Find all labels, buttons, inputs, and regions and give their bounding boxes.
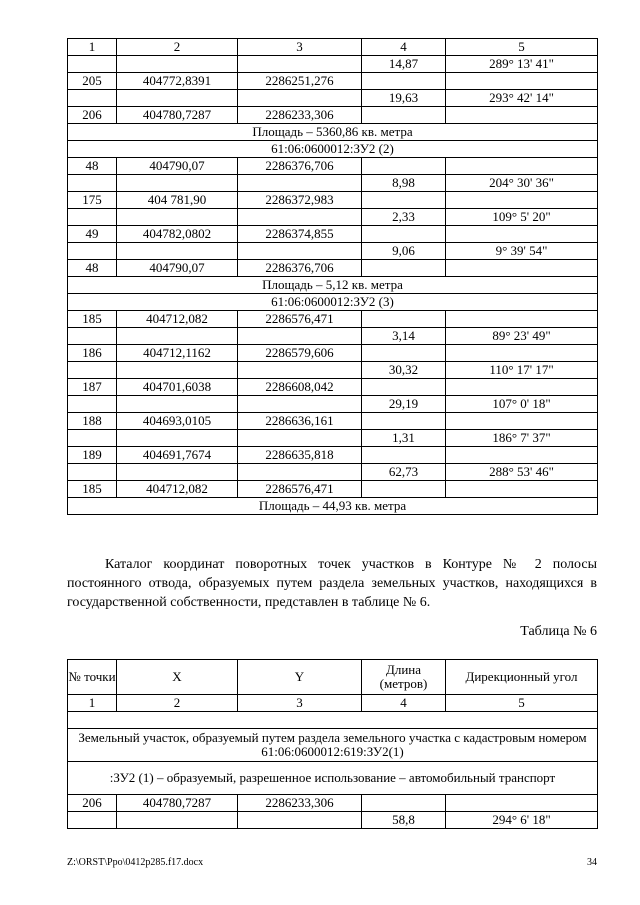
x-coordinate [117,90,238,107]
x-coordinate [117,243,238,260]
section-row [68,729,598,762]
point-number [68,328,117,345]
length-cell [362,795,446,812]
y-coordinate: 2286251,276 [238,73,362,90]
segment-row [68,209,598,226]
direction-angle: 186° 7' 37" [446,430,598,447]
section-label: :ЗУ2 (1) – образуемый, разрешенное использование – автомобильный транспорт [68,762,598,795]
y-coordinate: 2286374,855 [238,226,362,243]
point-number [68,396,117,413]
segment-row [68,328,598,345]
point-number: 187 [68,379,117,396]
y-coordinate [238,464,362,481]
column-number-row [68,39,598,56]
length-cell [362,379,446,396]
x-coordinate: 404691,7674 [117,447,238,464]
point-number [68,243,117,260]
length-cell [362,260,446,277]
segment-length: 62,73 [362,464,446,481]
length-cell [362,481,446,498]
y-coordinate [238,812,362,829]
footer-page-number: 34 [587,857,597,868]
y-coordinate: 2286635,818 [238,447,362,464]
point-row [68,795,598,812]
column-number: 5 [446,695,598,712]
x-coordinate: 404701,6038 [117,379,238,396]
x-coordinate: 404790,07 [117,158,238,175]
column-number: 4 [362,695,446,712]
y-coordinate: 2286233,306 [238,795,362,812]
length-header: Длина (метров) [362,660,446,695]
segment-row [68,243,598,260]
point-number: 205 [68,73,117,90]
x-coordinate: 404780,7287 [117,107,238,124]
x-coordinate [117,56,238,73]
angle-cell [446,311,598,328]
y-coordinate: 2286608,042 [238,379,362,396]
segment-length: 58,8 [362,812,446,829]
x-coordinate [117,430,238,447]
point-number: 175 [68,192,117,209]
y-coordinate: 2286376,706 [238,260,362,277]
column-number: 2 [117,695,238,712]
direction-angle: 289° 13' 41" [446,56,598,73]
direction-angle: 204° 30' 36" [446,175,598,192]
point-row [68,260,598,277]
direction-angle: 109° 5' 20" [446,209,598,226]
x-coordinate: 404790,07 [117,260,238,277]
point-number [68,90,117,107]
angle-cell [446,345,598,362]
segment-row [68,812,598,829]
column-number-row [68,695,598,712]
length-cell [362,311,446,328]
x-coordinate [117,175,238,192]
point-row [68,226,598,243]
point-row [68,107,598,124]
x-coordinate [117,209,238,226]
length-cell [362,345,446,362]
y-coordinate: 2286579,606 [238,345,362,362]
empty-row [68,712,598,729]
header-row [68,660,598,695]
catalog-paragraph: Каталог координат поворотных точек участков в Контуре № 2 полосы постоянного отвода, образуемых путем раздела земельных участков, находящихся в государственной собственности, представлен в таблице № 6. [67,557,597,610]
segment-row [68,175,598,192]
y-coordinate [238,209,362,226]
angle-cell [446,158,598,175]
angle-cell [446,192,598,209]
angle-cell [446,447,598,464]
x-coordinate [117,396,238,413]
y-coordinate [238,362,362,379]
point-number: 188 [68,413,117,430]
point-number [68,430,117,447]
point-number-header: № точки [68,660,117,695]
point-number: 49 [68,226,117,243]
point-row [68,311,598,328]
segment-length: 29,19 [362,396,446,413]
direction-angle: 9° 39' 54" [446,243,598,260]
angle-cell [446,795,598,812]
section-label: 61:06:0600012:ЗУ2 (3) [68,294,598,311]
x-coordinate: 404 781,90 [117,192,238,209]
length-cell [362,226,446,243]
angle-cell [446,226,598,243]
point-number [68,362,117,379]
point-row [68,447,598,464]
x-coordinate: 404782,0802 [117,226,238,243]
length-cell [362,73,446,90]
y-coordinate: 2286376,706 [238,158,362,175]
y-coordinate [238,396,362,413]
section-row [68,712,598,729]
column-number: 2 [117,39,238,56]
direction-angle: 293° 42' 14" [446,90,598,107]
point-number: 189 [68,447,117,464]
segment-length: 19,63 [362,90,446,107]
point-number: 48 [68,260,117,277]
segment-row [68,396,598,413]
y-coordinate: 2286636,161 [238,413,362,430]
segment-length: 14,87 [362,56,446,73]
x-coordinate: 404693,0105 [117,413,238,430]
coordinates-table-6 [67,659,598,829]
angle-cell [446,73,598,90]
segment-length: 9,06 [362,243,446,260]
column-number: 5 [446,39,598,56]
point-number: 48 [68,158,117,175]
segment-length: 2,33 [362,209,446,226]
coordinates-table-continued [67,38,598,515]
x-coordinate [117,362,238,379]
y-coordinate: 2286576,471 [238,481,362,498]
point-row [68,379,598,396]
column-number: 3 [238,39,362,56]
section-label: Площадь – 5360,86 кв. метра [68,124,598,141]
y-coordinate: 2286576,471 [238,311,362,328]
column-number: 4 [362,39,446,56]
point-row [68,158,598,175]
segment-row [68,464,598,481]
length-cell [362,107,446,124]
length-cell [362,447,446,464]
x-coordinate: 404780,7287 [117,795,238,812]
point-row [68,192,598,209]
point-row [68,481,598,498]
segment-row [68,90,598,107]
length-cell [362,158,446,175]
y-coordinate [238,328,362,345]
y-coordinate [238,90,362,107]
y-coordinate: 2286233,306 [238,107,362,124]
section-row [68,141,598,158]
direction-angle: 110° 17' 17" [446,362,598,379]
x-header: X [117,660,238,695]
y-coordinate [238,430,362,447]
column-number: 1 [68,39,117,56]
x-coordinate: 404712,082 [117,481,238,498]
y-coordinate [238,56,362,73]
point-row [68,345,598,362]
column-number: 3 [238,695,362,712]
segment-row [68,362,598,379]
section-row [68,498,598,515]
direction-angle: 107° 0' 18" [446,396,598,413]
table-caption: Таблица № 6 [520,624,597,639]
section-row [68,124,598,141]
angle-cell [446,413,598,430]
segment-row [68,56,598,73]
point-number [68,56,117,73]
angle-cell [446,481,598,498]
x-coordinate [117,812,238,829]
y-coordinate: 2286372,983 [238,192,362,209]
section-label: Площадь – 44,93 кв. метра [68,498,598,515]
y-coordinate [238,243,362,260]
point-number [68,209,117,226]
angle-cell [446,379,598,396]
segment-length: 30,32 [362,362,446,379]
angle-cell [446,107,598,124]
section-label: Площадь – 5,12 кв. метра [68,277,598,294]
segment-length: 3,14 [362,328,446,345]
point-number: 206 [68,107,117,124]
point-row [68,73,598,90]
point-number: 186 [68,345,117,362]
column-number: 1 [68,695,117,712]
y-header: Y [238,660,362,695]
section-row [68,294,598,311]
x-coordinate: 404712,1162 [117,345,238,362]
point-number: 206 [68,795,117,812]
length-cell [362,192,446,209]
segment-row [68,430,598,447]
direction-angle: 294° 6' 18" [446,812,598,829]
section-row [68,762,598,795]
point-number [68,464,117,481]
length-cell [362,413,446,430]
y-coordinate [238,175,362,192]
x-coordinate: 404772,8391 [117,73,238,90]
angle-cell [446,260,598,277]
section-label: 61:06:0600012:ЗУ2 (2) [68,141,598,158]
x-coordinate: 404712,082 [117,311,238,328]
angle-header: Дирекционный угол [446,660,598,695]
section-label: Земельный участок, образуемый путем раздела земельного участка с кадастровым номером 61:06:0600012:619:ЗУ2(1) [68,729,598,762]
footer-file-path: Z:\ORST\Ppo\0412p285.f17.docx [67,857,204,868]
point-row [68,413,598,430]
point-number: 185 [68,481,117,498]
point-number: 185 [68,311,117,328]
x-coordinate [117,328,238,345]
direction-angle: 288° 53' 46" [446,464,598,481]
x-coordinate [117,464,238,481]
point-number [68,812,117,829]
section-row [68,277,598,294]
segment-length: 1,31 [362,430,446,447]
direction-angle: 89° 23' 49" [446,328,598,345]
segment-length: 8,98 [362,175,446,192]
point-number [68,175,117,192]
